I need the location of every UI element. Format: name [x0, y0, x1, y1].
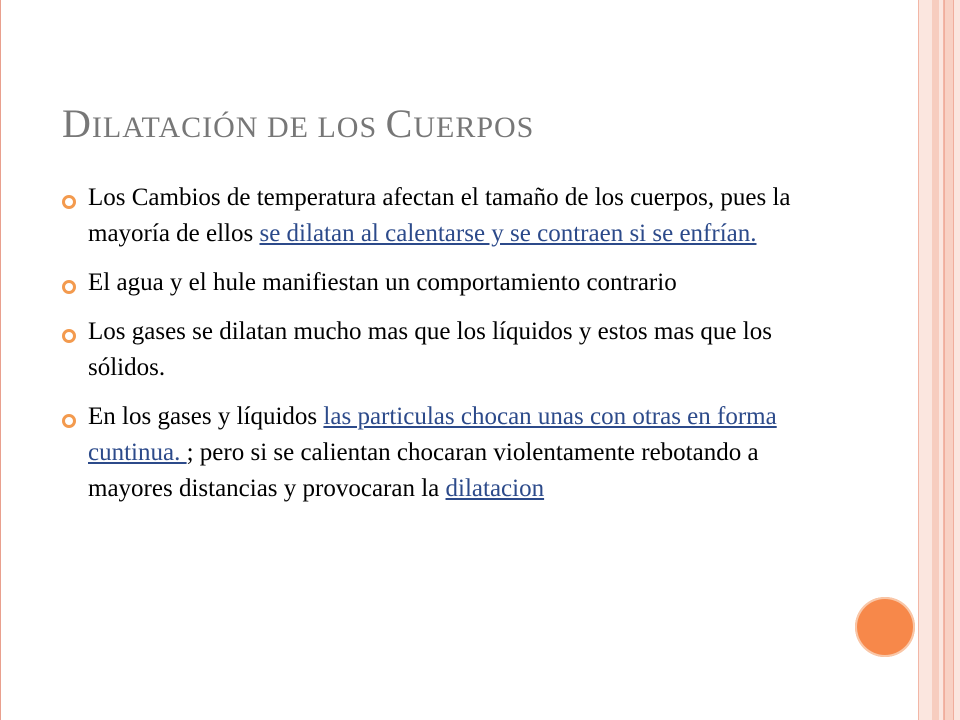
- hyperlink-text[interactable]: las particulas chocan unas con otras en forma cuntinua.: [88, 403, 777, 466]
- title-part: D: [62, 101, 92, 146]
- title-part: C: [385, 101, 414, 146]
- title-part: ILATACIÓN DE LOS: [91, 111, 386, 144]
- decorative-stripe: [944, 0, 953, 720]
- slide-title: [62, 100, 534, 147]
- bullet-text: Los gases se dilatan mucho mas que los líquidos y estos mas que los sólidos.: [88, 318, 772, 381]
- bullet-text: El agua y el hule manifiestan un comportamiento contrario: [88, 269, 677, 296]
- bullet-item: [62, 314, 842, 386]
- orange-circle-icon: [855, 597, 915, 657]
- ring-bullet-icon: [62, 195, 76, 209]
- bullet-item: [62, 399, 842, 507]
- decorative-stripe: [932, 0, 939, 720]
- ring-bullet-icon: [62, 414, 76, 428]
- hyperlink-text[interactable]: se dilatan al calentarse y se contraen si se enfrían.: [259, 220, 757, 247]
- bullet-item: [62, 180, 842, 252]
- ring-bullet-icon: [62, 280, 76, 294]
- bullet-item: [62, 265, 842, 301]
- decorative-stripe: [918, 0, 944, 720]
- bullet-text: Los Cambios de temperatura afectan el tamaño de los cuerpos, pues la mayoría de ellos: [88, 184, 791, 247]
- hyperlink-text[interactable]: dilatacion: [445, 475, 545, 502]
- bullet-list: [62, 180, 842, 520]
- ring-bullet-icon: [62, 329, 76, 343]
- bullet-text: En los gases y líquidos: [88, 403, 324, 430]
- title-part: UERPOS: [413, 111, 535, 144]
- bullet-text: ; pero si se calientan chocaran violentamente rebotando a mayores distancias y provocaran la: [88, 439, 759, 502]
- decorative-stripe: [953, 0, 960, 720]
